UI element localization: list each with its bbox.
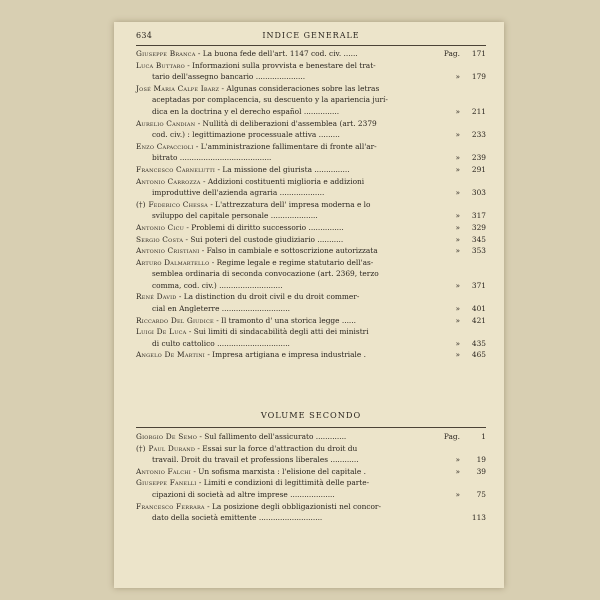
author-name: José Maria Calpe Ibarz [136, 83, 220, 93]
page-prefix: » [455, 188, 460, 198]
author-name: Paul Durand [148, 443, 196, 453]
volume-two-entries [136, 431, 486, 524]
entry-line [136, 199, 486, 211]
page-reference [455, 489, 486, 501]
author-name: Giuseppe Fanelli [136, 478, 197, 488]
entry-line [136, 315, 486, 327]
page-prefix: » [455, 211, 460, 221]
entry-line [136, 222, 486, 234]
page-reference [455, 338, 486, 350]
author-name: Antonio Falchi [136, 466, 191, 476]
entry-title-text: - L'attrezzatura dell' impresa moderna e lo [210, 199, 371, 209]
page-number-ref: 371 [471, 280, 486, 290]
entry-title-text: - Informazioni sulla provvista e benestare del trat- [187, 60, 376, 70]
toc-entry [136, 48, 486, 60]
entry-line [136, 71, 486, 83]
deceased-mark: (†) [136, 443, 146, 453]
toc-entry [136, 245, 486, 257]
page-prefix: » [455, 222, 460, 232]
page-prefix: » [455, 246, 460, 256]
page-number-ref: 329 [471, 222, 486, 232]
page-prefix: » [455, 455, 460, 465]
page-number-ref: 353 [471, 246, 486, 256]
entry-title-text: - Il tramonto d' una storica legge ...... [216, 315, 356, 325]
entry-title-text: comma, cod. civ.) ........................... [152, 280, 283, 290]
entry-line [136, 48, 486, 60]
toc-entry [136, 477, 486, 500]
page-number-ref: 435 [471, 338, 486, 348]
entry-title-text: travail. Droit du travail et professions liberales ............ [152, 455, 359, 465]
author-name: Francesco Ferrara [136, 501, 205, 511]
entry-title-text: - Impresa artigiana e impresa industriale . [207, 350, 366, 360]
header-rule [136, 45, 486, 46]
entry-title-text: - La missione del giurista ............... [217, 164, 350, 174]
entry-title-text: - Regime legale e regime statutario dell'as- [211, 257, 374, 267]
page-number-ref: 421 [471, 315, 486, 325]
author-name: Giuseppe Branca [136, 49, 196, 58]
page-reference [455, 280, 486, 292]
toc-entry [136, 443, 486, 466]
book-page [114, 22, 504, 588]
page-number-ref: 211 [471, 106, 486, 116]
page-prefix: » [455, 280, 460, 290]
entry-title-text: - Addizioni costituenti miglioria e addizioni [202, 176, 365, 186]
entry-title-text: di culto cattolico ............................... [152, 338, 290, 348]
entry-title-text: - Problemi di diritto successorio ............... [186, 222, 344, 232]
entry-title-text: - La buona fede dell'art. 1147 cod. civ. ...... [197, 49, 358, 58]
entry-line [136, 349, 486, 361]
entry-line [136, 106, 486, 118]
page-reference [460, 512, 486, 524]
toc-entry [136, 176, 486, 199]
toc-entry [136, 349, 486, 361]
page-number-ref: 401 [471, 304, 486, 314]
entry-line [136, 303, 486, 315]
entry-line [136, 466, 486, 478]
toc-entry [136, 60, 486, 83]
toc-entry [136, 83, 486, 118]
entry-line [136, 326, 486, 338]
entry-line [136, 431, 486, 443]
toc-entry [136, 315, 486, 327]
entry-title-text: - Nullità di deliberazioni d'assemblea (art. 2379 [197, 118, 377, 128]
entry-line [136, 477, 486, 489]
entry-line [136, 60, 486, 72]
page-reference [455, 152, 486, 164]
author-name: Antonio Cristiani [136, 246, 200, 256]
page-reference [455, 71, 486, 83]
entry-line [136, 164, 486, 176]
page-prefix: » [455, 106, 460, 116]
entry-line [136, 129, 486, 141]
toc-entry [136, 501, 486, 524]
entry-line [136, 234, 486, 246]
page-reference [455, 164, 486, 176]
author-name: Antonio Carrozza [136, 176, 201, 186]
author-name: Luigi De Luca [136, 327, 187, 337]
entry-line [136, 210, 486, 222]
page-reference [455, 303, 486, 315]
page-reference [455, 222, 486, 234]
page-number-ref: 1 [481, 432, 486, 441]
entry-title-text: dica en la doctrina y el derecho español ............... [152, 106, 340, 116]
entry-line [136, 338, 486, 350]
author-name: Francesco Carnelutti [136, 164, 216, 174]
entry-line [136, 187, 486, 199]
author-name: Enzo Capaccioli [136, 141, 194, 151]
page-prefix: Pag. [443, 432, 460, 441]
toc-entry [136, 466, 486, 478]
page-prefix: » [455, 72, 460, 82]
page-prefix: » [455, 338, 460, 348]
volume-title-rule [136, 427, 486, 428]
page-number-ref: 19 [476, 455, 486, 465]
entry-line [136, 152, 486, 164]
page-number-ref: 239 [471, 153, 486, 163]
entry-title-text: - Algunas consideraciones sobre las letras [221, 83, 380, 93]
entry-title-text: semblea ordinaria di seconda convocazione (art. 2369, terzo [152, 269, 379, 279]
entry-line [136, 443, 486, 455]
page-prefix: » [455, 466, 460, 476]
entry-title-text: cial en Angleterre ............................. [152, 304, 290, 314]
entry-line [136, 268, 486, 280]
page-reference [455, 106, 486, 118]
page-number-ref: 233 [471, 130, 486, 140]
author-name: René David [136, 292, 177, 302]
page-reference [455, 234, 486, 246]
toc-entry [136, 326, 486, 349]
volume-title: VOLUME SECONDO [260, 410, 362, 420]
page-prefix: » [455, 130, 460, 140]
page-number-ref: 113 [471, 513, 486, 523]
page-reference [444, 431, 486, 443]
toc-entry [136, 118, 486, 141]
page-reference [455, 187, 486, 199]
author-name: Angelo De Martini [136, 350, 205, 360]
author-name: Arturo Dalmartello [136, 257, 210, 267]
entry-line [136, 501, 486, 513]
page-reference [455, 315, 486, 327]
entry-title-text: - L'amministrazione fallimentare di fronte all'ar- [195, 141, 377, 151]
entry-title-text: cipazioni di società ad altre imprese ................... [152, 489, 335, 499]
page-prefix: » [455, 164, 460, 174]
page-prefix: » [455, 315, 460, 325]
page-number-ref: 291 [471, 164, 486, 174]
page-prefix: » [455, 153, 460, 163]
toc-entry [136, 291, 486, 314]
author-name: Aurelio Candian [136, 118, 196, 128]
page-reference [455, 454, 486, 466]
page-number: 634 [136, 31, 153, 40]
toc-entry [136, 164, 486, 176]
entry-title-text: - Limiti e condizioni di legittimità delle parte- [198, 478, 370, 488]
entry-title-text: - Sul fallimento dell'assicurato ............. [199, 432, 347, 441]
entry-line [136, 141, 486, 153]
entry-line [136, 489, 486, 501]
page-prefix: Pag. [443, 49, 460, 58]
page-number-ref: 179 [471, 72, 486, 82]
entry-title-text: - La posizione degli obbligazionisti nel concor- [207, 501, 381, 511]
toc-entry [136, 257, 486, 292]
entry-title-text: improduttive dell'azienda agraria ................... [152, 188, 325, 198]
page-number-ref: 465 [471, 350, 486, 360]
page-number-ref: 75 [476, 489, 486, 499]
entry-title-text: - Sui limiti di sindacabilità degli atti dei ministri [188, 327, 369, 337]
author-name: Giorgio De Semo [136, 432, 198, 441]
toc-entry [136, 141, 486, 164]
toc-entry [136, 222, 486, 234]
entry-title-text: aceptadas por complacencia, su descuento y la apariencia jurí- [152, 95, 388, 105]
author-name: Federico Chessa [148, 199, 208, 209]
toc-entry [136, 199, 486, 222]
entry-line [136, 454, 486, 466]
page-reference [455, 210, 486, 222]
entry-line [136, 83, 486, 95]
volume-one-entries [136, 48, 486, 361]
entry-line [136, 118, 486, 130]
entry-line [136, 512, 486, 524]
deceased-mark: (†) [136, 199, 146, 209]
page-reference [455, 245, 486, 257]
page-number-ref: 345 [471, 234, 486, 244]
page-number-ref: 39 [476, 466, 486, 476]
page-number-ref: 317 [471, 211, 486, 221]
author-name: Sergio Costa [136, 234, 184, 244]
page-prefix: » [455, 350, 460, 360]
page-prefix: » [455, 304, 460, 314]
entry-title-text: - Un sofisma marxista : l'elisione del capitale . [193, 466, 366, 476]
author-name: Luca Buttaro [136, 60, 185, 70]
entry-title-text: - Sui poteri del custode giudiziario ........... [185, 234, 344, 244]
entry-title-text: bitrato ....................................... [152, 153, 272, 163]
page-reference [455, 466, 486, 478]
page-prefix: » [455, 234, 460, 244]
toc-entry [136, 234, 486, 246]
entry-line [136, 94, 486, 106]
entry-line [136, 280, 486, 292]
entry-title-text: - La distinction du droit civil e du droit commer- [178, 292, 360, 302]
page-reference [455, 349, 486, 361]
entry-title-text: cod. civ.) : legittimazione processuale attiva ......... [152, 130, 340, 140]
page-number-ref: 171 [471, 49, 486, 58]
page-prefix: » [455, 489, 460, 499]
page-number-ref: 303 [471, 188, 486, 198]
page-reference [444, 48, 486, 60]
entry-title-text: tario dell'assegno bancario ..................... [152, 72, 306, 82]
author-name: Antonio Cicu [136, 222, 185, 232]
entry-line [136, 257, 486, 269]
entry-line [136, 291, 486, 303]
toc-entry [136, 431, 486, 443]
entry-title-text: dato della società emittente ........................... [152, 513, 323, 523]
entry-line [136, 245, 486, 257]
page-reference [455, 129, 486, 141]
entry-title-text: sviluppo del capitale personale .................... [152, 211, 318, 221]
author-name: Riccardo Del Giudice [136, 315, 214, 325]
entry-title-text: - Essai sur la force d'attraction du droit du [197, 443, 358, 453]
entry-line [136, 176, 486, 188]
running-title: INDICE GENERALE [262, 31, 360, 40]
entry-title-text: - Falso in cambiale e sottoscrizione autorizzata [201, 246, 378, 256]
